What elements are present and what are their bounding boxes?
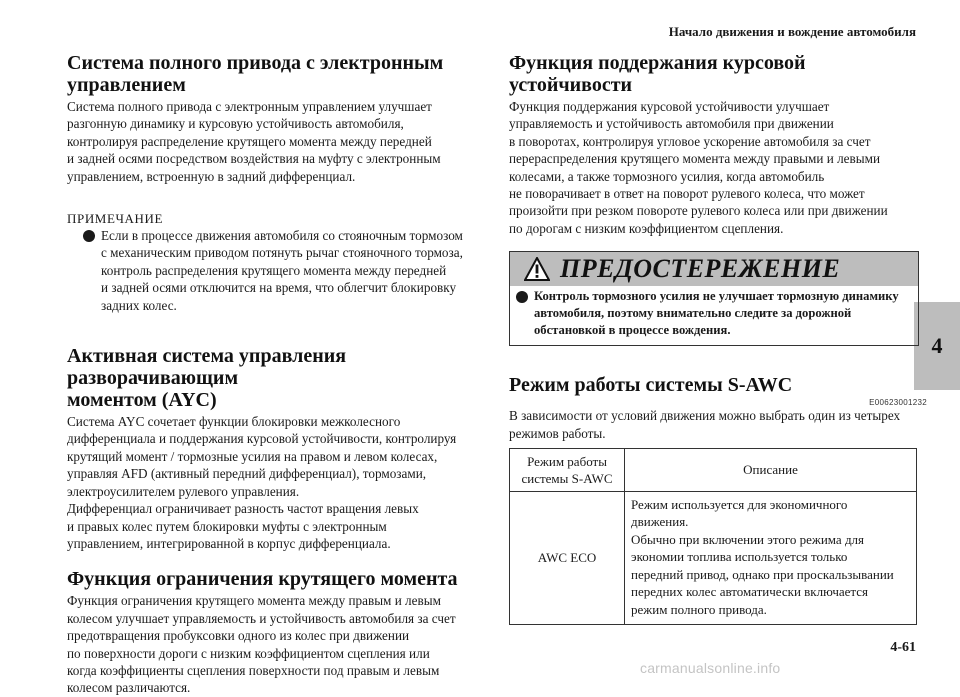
section-title-stability: Функция поддержания курсовой устойчивости: [509, 52, 806, 96]
modes-table: [509, 448, 917, 625]
warning-header: [510, 252, 918, 286]
warning-title: ПРЕДОСТЕРЕЖЕНИЕ: [560, 254, 841, 284]
watermark: carmanualsonline.info: [640, 660, 781, 676]
table-header-description: Описание: [625, 449, 917, 492]
right-column: [509, 52, 927, 625]
warning-box: [509, 251, 919, 346]
left-column: [67, 52, 485, 697]
table-cell-mode: AWC ECO: [510, 492, 625, 625]
section-body-torque-limit: Функция ограничения крутящего момента между правым и левым колесом улучшает управляемость и устойчивость автомобиля за счет предотвращения пробуксовки одного из колес при движении по поверхности дороги с низким коэффициентом сцепления или когда коэффициенты сцепления поверхности под правым и левым колесом различаются.: [67, 593, 456, 696]
section-title-electronic-awd: Система полного привода с электронным управлением: [67, 52, 444, 96]
table-header-mode: Режим работы системы S-AWC: [510, 449, 625, 492]
table-header-row: [510, 449, 917, 492]
chapter-tab[interactable]: 4: [914, 302, 960, 390]
page-number: 4-61: [890, 640, 916, 655]
bullet-icon: [516, 291, 528, 303]
section-body-electronic-awd: Система полного привода с электронным управлением улучшает разгонную динамику и курсовую устойчивость автомобиля, контролируя распределение крутящего момента между передней и задней осями посредством воздействия на муфту с электронным управлением, встроенную в задний дифференциал.: [67, 99, 441, 184]
warning-triangle-icon: [524, 257, 550, 281]
note-label: ПРИМЕЧАНИЕ: [67, 211, 164, 227]
section-title-torque-limit: Функция ограничения крутящего момента: [67, 568, 458, 591]
warning-item: Контроль тормозного усилия не улучшает тормозную динамику автомобиля, поэтому внимательно следите за дорожной обстановкой в процессе вождения.: [510, 286, 918, 345]
section-body-stability: Функция поддержания курсовой устойчивости улучшает управляемость и устойчивость автомобиля при движении в поворотах, контролируя угловое ускорение автомобиля за счет перераспределения крутящего момента между правыми и левыми колесами, а также тормозного усилия, когда автомобиль не поворачивает в ответ на поворот рулевого колеса, что может произойти при резком повороте рулевого колеса или при движении по дорогам с низким коэффициентом сцепления.: [509, 99, 888, 236]
section-body-ayc: Система AYC сочетает функции блокировки межколесного дифференциала и поддержания курсовой устойчивости, контролируя крутящий момент / тормозные усилия на правом и левом колесах, управляя AFD (активный передний дифференциал), тормозами, электроусилителем рулевого управления. Дифференциал ограничивает разность частот вращения левых и правых колес путем блокировки муфты с электронным управлением, интегрированной в корпус дифференциала.: [67, 414, 457, 551]
section-title-s-awc-modes: Режим работы системы S-AWC: [509, 374, 793, 397]
table-cell-description: Режим используется для экономичного движения. Обычно при включении этого режима для экономии топлива используется только передний привод, однако при проскальзывании передних колес автоматически включается режим полного привода.: [625, 492, 917, 625]
running-head: Начало движения и вождение автомобиля: [668, 24, 916, 39]
bullet-icon: [83, 230, 95, 242]
section-code: E00623001232: [869, 398, 927, 408]
note-item: Если в процессе движения автомобиля со стояночным тормозом с механическим приводом потянуть рычаг стояночного тормоза, контроль распределения крутящего момента между передней и задней осями отключится на время, что облегчит блокировку задних колес.: [83, 227, 485, 314]
section-body-s-awc-modes: В зависимости от условий движения можно выбрать один из четырех режимов работы.: [509, 408, 901, 441]
table-row: [510, 492, 917, 625]
section-title-ayc: Активная система управления разворачивающим моментом (AYC): [67, 345, 347, 412]
